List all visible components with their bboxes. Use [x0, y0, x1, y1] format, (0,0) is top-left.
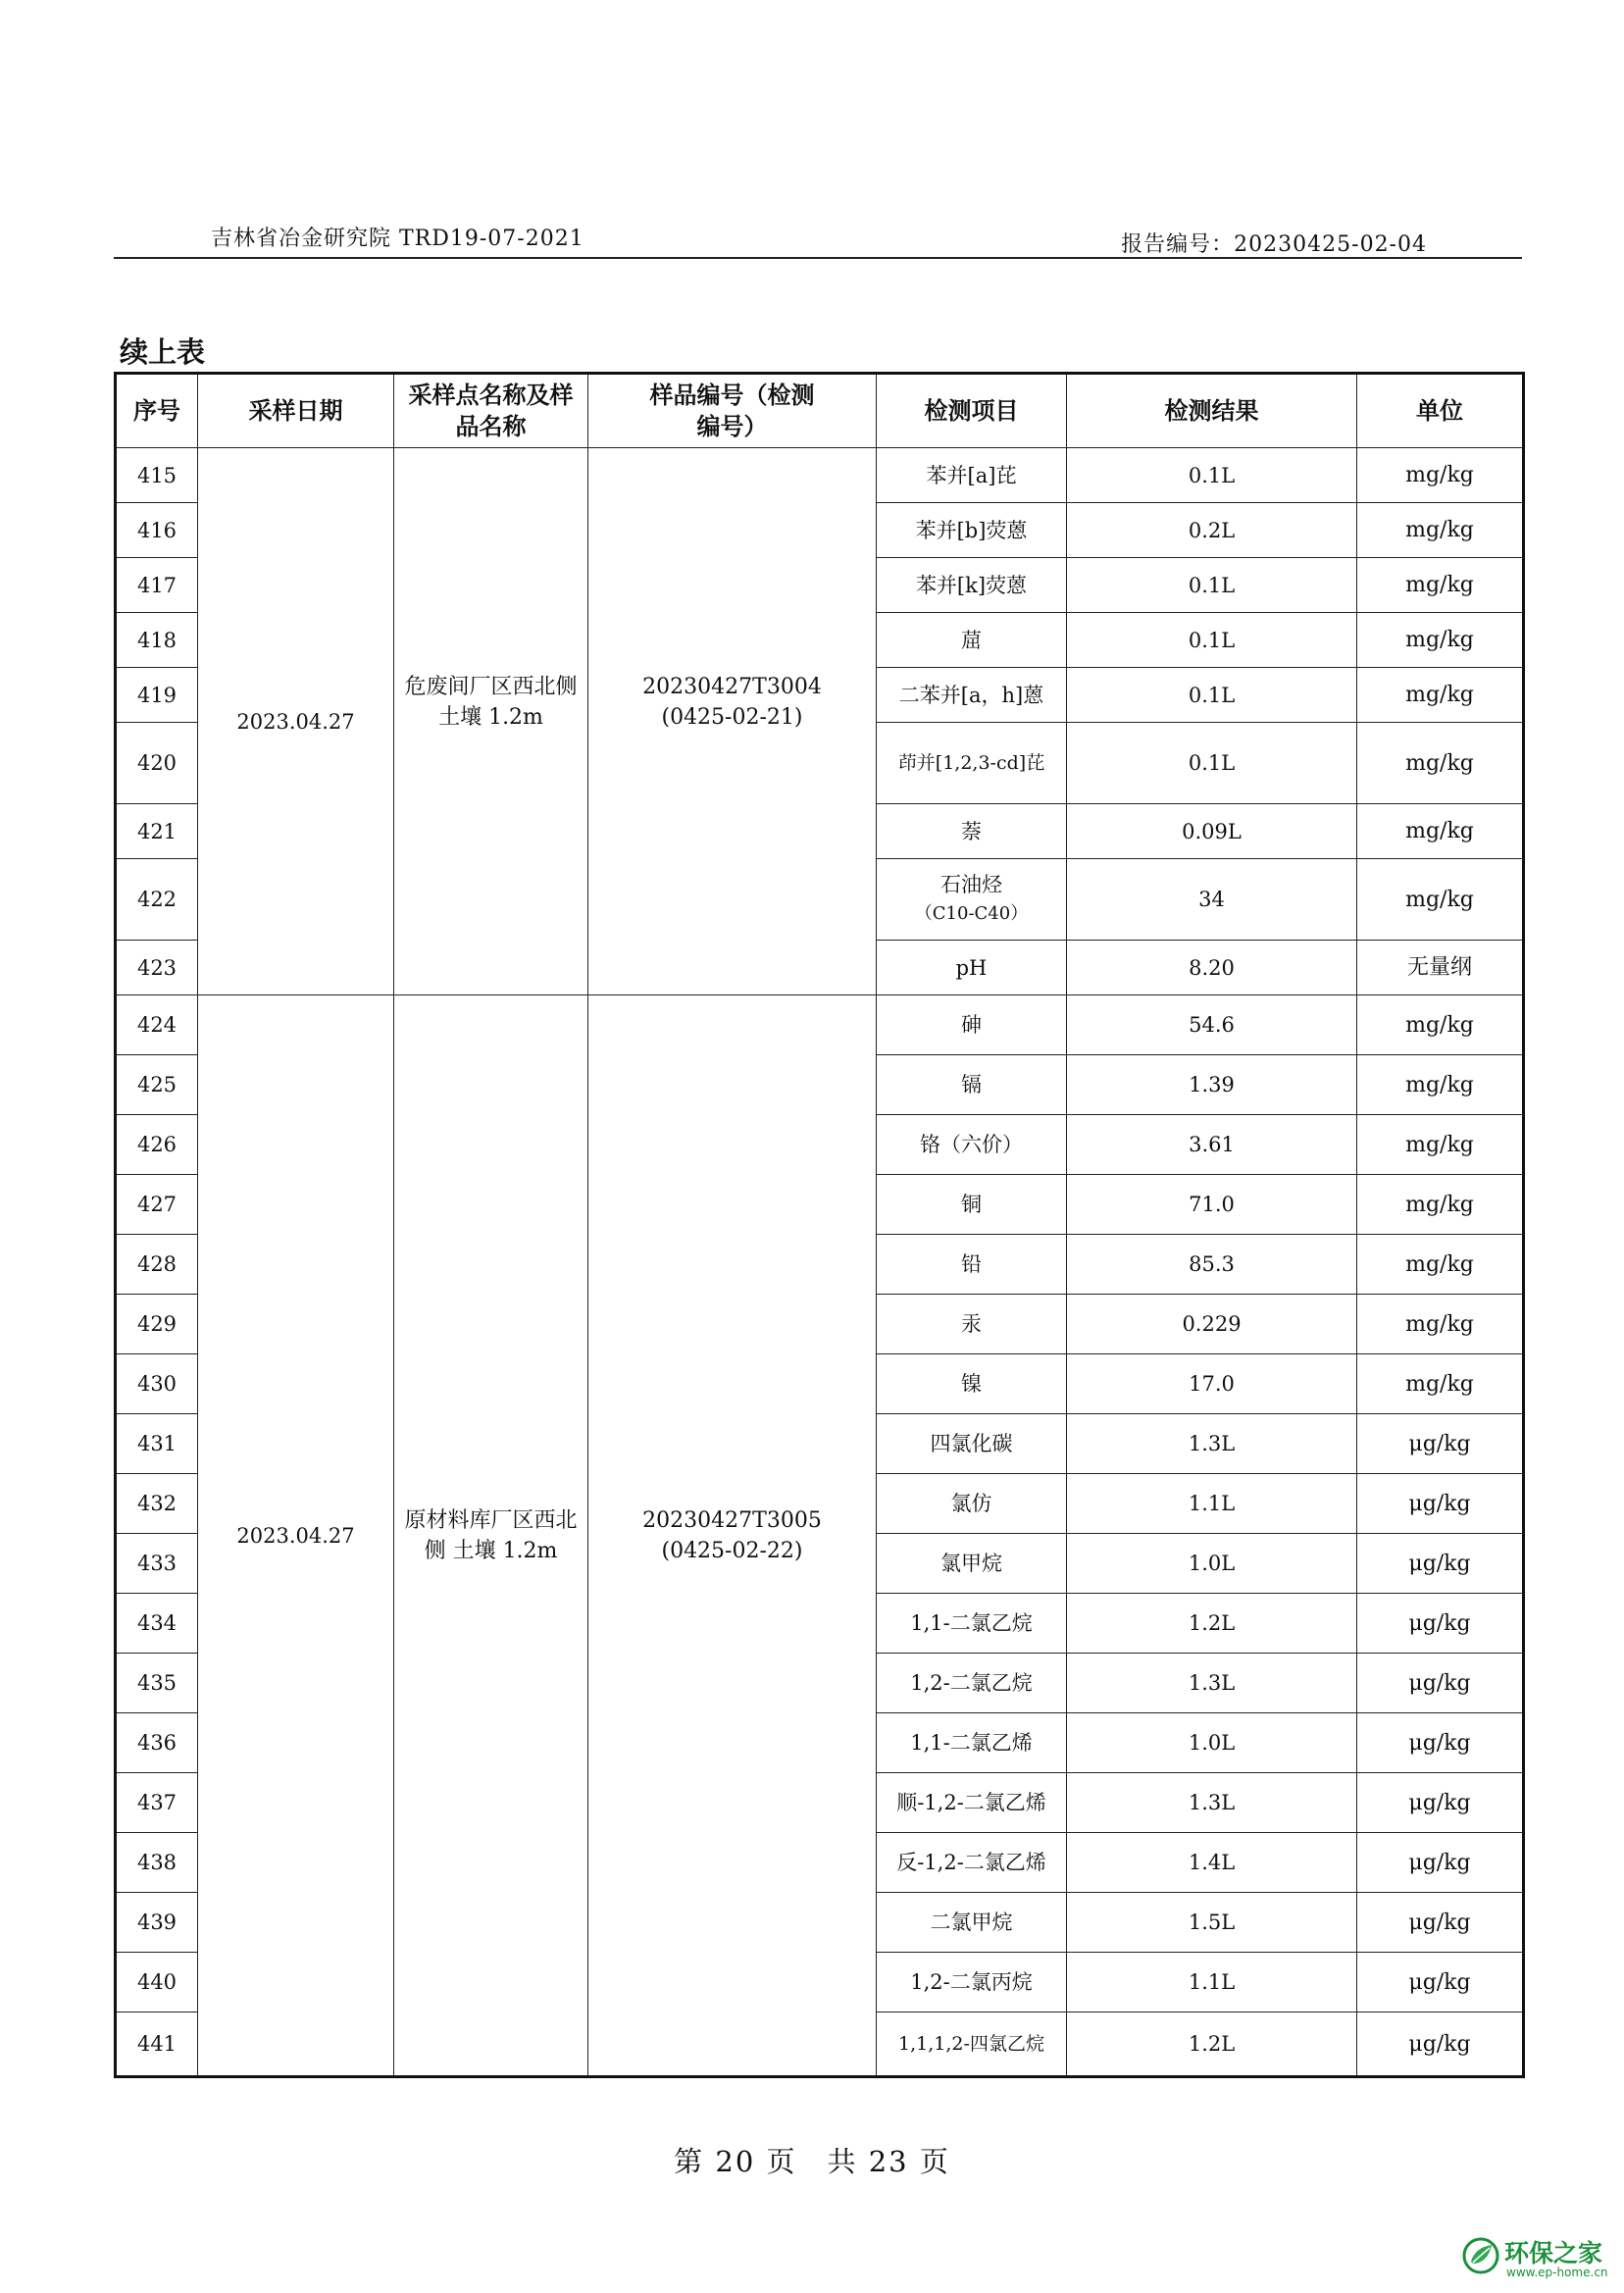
unit: mg/kg [1357, 1175, 1524, 1235]
unit: mg/kg [1357, 995, 1524, 1055]
sampling-date: 2023.04.27 [198, 995, 394, 2077]
test-item: 镉 [877, 1055, 1067, 1115]
row-index: 426 [116, 1115, 198, 1175]
test-item: 1,1,1,2-四氯乙烷 [877, 2013, 1067, 2077]
test-item: 二苯并[a，h]蒽 [877, 668, 1067, 723]
unit: 无量纲 [1357, 941, 1524, 995]
header-divider [114, 257, 1522, 259]
unit: mg/kg [1357, 558, 1524, 613]
row-index: 435 [116, 1654, 198, 1713]
row-index: 434 [116, 1594, 198, 1654]
unit: mg/kg [1357, 1115, 1524, 1175]
table-header-row [116, 374, 1524, 448]
row-index: 441 [116, 2013, 198, 2077]
leaf-logo-icon [1461, 2236, 1500, 2275]
unit: μg/kg [1357, 2013, 1524, 2077]
unit: mg/kg [1357, 613, 1524, 668]
unit: μg/kg [1357, 1654, 1524, 1713]
column-header-index: 序号 [116, 374, 198, 448]
test-result: 1.2L [1067, 1594, 1357, 1654]
test-result: 1.3L [1067, 1654, 1357, 1713]
report-header-institute: 吉林省冶金研究院 TRD19-07-2021 [211, 227, 584, 251]
test-result: 0.2L [1067, 503, 1357, 558]
test-item: 铅 [877, 1235, 1067, 1295]
test-item: 苯并[b]荧蒽 [877, 503, 1067, 558]
unit: mg/kg [1357, 1055, 1524, 1115]
test-item: 1,1-二氯乙烯 [877, 1713, 1067, 1773]
column-header-sample-no-text: 样品编号（检测编号） [649, 382, 815, 440]
test-result: 0.1L [1067, 448, 1357, 503]
column-header-test-item: 检测项目 [877, 374, 1067, 448]
test-item-name: 石油烃 [940, 873, 1002, 896]
column-header-location-text: 采样点名称及样品名称 [408, 382, 574, 440]
sample-number [588, 448, 877, 995]
table-row [116, 448, 1524, 503]
row-index: 436 [116, 1713, 198, 1773]
row-index: 425 [116, 1055, 198, 1115]
page-number: 第 20 页 共 23 页 [674, 2145, 950, 2178]
watermark-url: www.ep-home.cn [1506, 2266, 1608, 2279]
sampling-location [394, 995, 588, 2077]
watermark [1461, 2232, 1610, 2285]
test-item: pH [877, 941, 1067, 995]
row-index: 439 [116, 1893, 198, 1953]
test-item: 1,2-二氯乙烷 [877, 1654, 1067, 1713]
test-item: 苯并[k]荧蒽 [877, 558, 1067, 613]
test-number-value: (0425-02-22) [661, 1538, 803, 1563]
unit: μg/kg [1357, 1893, 1524, 1953]
test-result: 0.1L [1067, 613, 1357, 668]
row-index: 416 [116, 503, 198, 558]
unit: mg/kg [1357, 1295, 1524, 1354]
column-header-result: 检测结果 [1067, 374, 1357, 448]
unit: μg/kg [1357, 1414, 1524, 1474]
test-result: 0.1L [1067, 558, 1357, 613]
row-index: 438 [116, 1833, 198, 1893]
row-index: 422 [116, 859, 198, 941]
row-index: 421 [116, 804, 198, 859]
watermark-name: 环保之家 [1504, 2239, 1603, 2268]
sample-number-value: 20230427T3004 [642, 674, 822, 699]
sampling-date: 2023.04.27 [198, 448, 394, 995]
row-index: 432 [116, 1474, 198, 1534]
test-result: 85.3 [1067, 1235, 1357, 1295]
test-result: 1.4L [1067, 1833, 1357, 1893]
unit: μg/kg [1357, 1594, 1524, 1654]
row-index: 440 [116, 1953, 198, 2013]
test-result: 1.3L [1067, 1773, 1357, 1833]
test-result: 0.1L [1067, 723, 1357, 804]
unit: μg/kg [1357, 1474, 1524, 1534]
row-index: 415 [116, 448, 198, 503]
unit: μg/kg [1357, 1953, 1524, 2013]
test-item: 1,2-二氯丙烷 [877, 1953, 1067, 2013]
test-result: 1.0L [1067, 1534, 1357, 1594]
row-index: 433 [116, 1534, 198, 1594]
test-item: 四氯化碳 [877, 1414, 1067, 1474]
test-item: 1,1-二氯乙烷 [877, 1594, 1067, 1654]
test-result: 1.0L [1067, 1713, 1357, 1773]
test-item: 铬（六价） [877, 1115, 1067, 1175]
row-index: 424 [116, 995, 198, 1055]
test-item: 苯并[a]芘 [877, 448, 1067, 503]
test-item: 砷 [877, 995, 1067, 1055]
test-item: 氯仿 [877, 1474, 1067, 1534]
unit: μg/kg [1357, 1713, 1524, 1773]
unit: μg/kg [1357, 1773, 1524, 1833]
test-result: 1.39 [1067, 1055, 1357, 1115]
row-index: 417 [116, 558, 198, 613]
test-item: 镍 [877, 1354, 1067, 1414]
table-row [116, 995, 1524, 1055]
unit: μg/kg [1357, 1534, 1524, 1594]
test-result: 1.1L [1067, 1953, 1357, 2013]
test-item: 汞 [877, 1295, 1067, 1354]
test-item: 䓛 [877, 613, 1067, 668]
unit: mg/kg [1357, 723, 1524, 804]
table-caption: 续上表 [120, 335, 206, 369]
test-item: 萘 [877, 804, 1067, 859]
row-index: 437 [116, 1773, 198, 1833]
test-number-value: (0425-02-21) [661, 704, 803, 730]
test-item: 铜 [877, 1175, 1067, 1235]
test-result: 1.2L [1067, 2013, 1357, 2077]
sample-number [588, 995, 877, 2077]
test-result: 8.20 [1067, 941, 1357, 995]
row-index: 418 [116, 613, 198, 668]
unit: mg/kg [1357, 503, 1524, 558]
sampling-location-text: 原材料库厂区西北侧 土壤 1.2m [404, 1507, 578, 1563]
row-index: 431 [116, 1414, 198, 1474]
test-item: 茚并[1,2,3-cd]芘 [877, 723, 1067, 804]
test-result: 34 [1067, 859, 1357, 941]
test-result: 71.0 [1067, 1175, 1357, 1235]
test-result: 1.3L [1067, 1414, 1357, 1474]
sampling-location-text: 危废间厂区西北侧 土壤 1.2m [404, 674, 578, 730]
sampling-location [394, 448, 588, 995]
unit: μg/kg [1357, 1833, 1524, 1893]
row-index: 428 [116, 1235, 198, 1295]
test-item [877, 859, 1067, 941]
test-item: 顺-1,2-二氯乙烯 [877, 1773, 1067, 1833]
row-index: 429 [116, 1295, 198, 1354]
test-result: 17.0 [1067, 1354, 1357, 1414]
unit: mg/kg [1357, 1235, 1524, 1295]
unit: mg/kg [1357, 804, 1524, 859]
unit: mg/kg [1357, 1354, 1524, 1414]
test-item: 反-1,2-二氯乙烯 [877, 1833, 1067, 1893]
report-number: 报告编号：20230425-02-04 [1121, 232, 1427, 257]
column-header-unit: 单位 [1357, 374, 1524, 448]
test-result: 0.09L [1067, 804, 1357, 859]
test-result: 1.5L [1067, 1893, 1357, 1953]
test-result: 54.6 [1067, 995, 1357, 1055]
test-result: 0.229 [1067, 1295, 1357, 1354]
unit: mg/kg [1357, 859, 1524, 941]
column-header-sample-no [588, 374, 877, 448]
column-header-location [394, 374, 588, 448]
row-index: 419 [116, 668, 198, 723]
unit: mg/kg [1357, 668, 1524, 723]
row-index: 430 [116, 1354, 198, 1414]
row-index: 427 [116, 1175, 198, 1235]
row-index: 420 [116, 723, 198, 804]
row-index: 423 [116, 941, 198, 995]
unit: mg/kg [1357, 448, 1524, 503]
test-item-range: （C10-C40） [914, 903, 1029, 924]
sample-number-value: 20230427T3005 [642, 1507, 822, 1533]
test-item: 氯甲烷 [877, 1534, 1067, 1594]
test-result: 3.61 [1067, 1115, 1357, 1175]
test-result: 1.1L [1067, 1474, 1357, 1534]
test-result: 0.1L [1067, 668, 1357, 723]
column-header-date: 采样日期 [198, 374, 394, 448]
results-table [114, 372, 1525, 2078]
test-item: 二氯甲烷 [877, 1893, 1067, 1953]
